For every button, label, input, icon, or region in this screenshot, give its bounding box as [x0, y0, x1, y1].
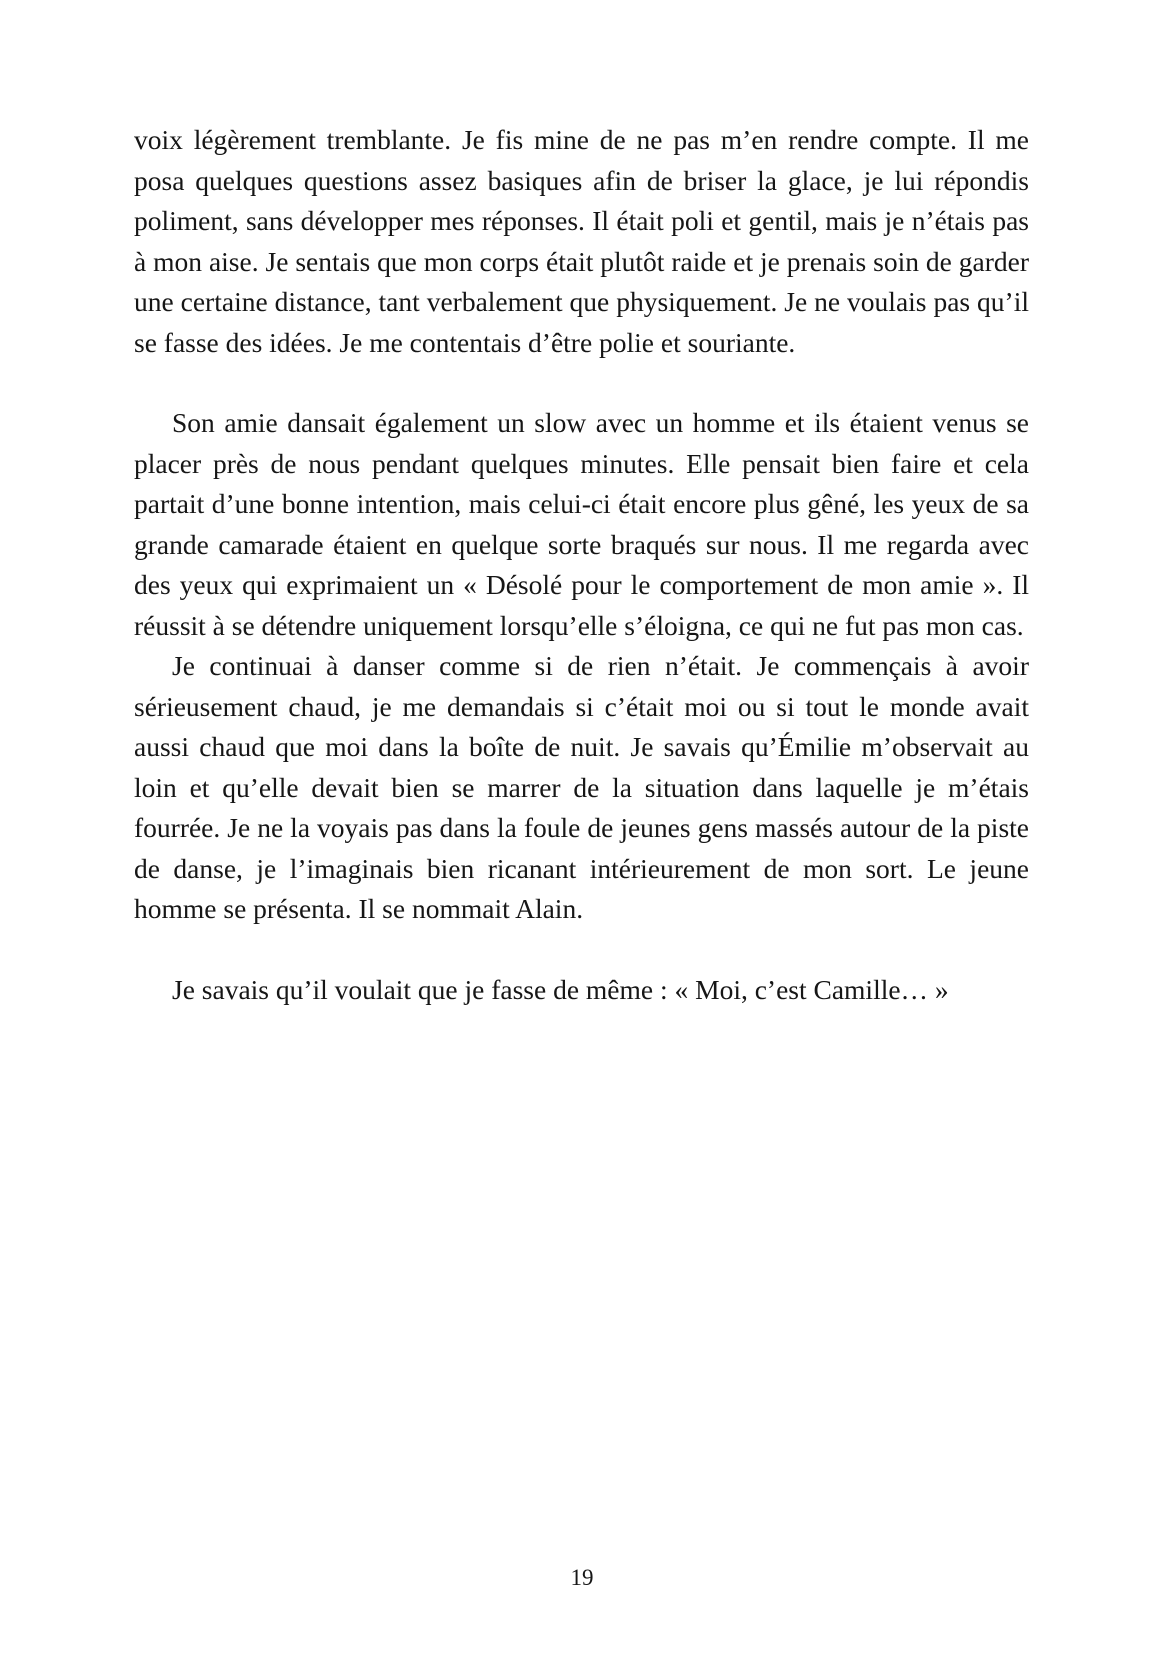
paragraph-4: Je savais qu’il voulait que je fasse de même : « Moi, c’est Camille… » [172, 973, 949, 1005]
body-text [134, 120, 1029, 1010]
paragraph-2: Son amie dansait également un slow avec un homme et ils étaient venus se placer près de nous pendant quelques minutes. Elle pensait bien faire et cela partait d’une bonne intention, mais celui-ci était encore plus gêné, les yeux de sa grande camarade étaient en quelque sorte braqués sur nous. Il me regarda avec des yeux qui exprimaient un « Désolé pour le comportement de mon amie ». Il réussit à se détendre uniquement lorsqu’elle s’éloigna, ce qui ne fut pas mon cas. [134, 407, 1029, 641]
page-number: 19 [570, 1565, 594, 1590]
paragraph-3: Je continuai à danser comme si de rien n’était. Je commençais à avoir sérieusement chaud, je me demandais si c’était moi ou si tout le monde avait aussi chaud que moi dans la boîte de nuit. Je savais qu’Émilie m’observait au loin et qu’elle devait bien se marrer de la situation dans laquelle je m’étais fourrée. Je ne la voyais pas dans la foule de jeunes gens massés autour de la piste de danse, je l’imaginais bien ricanant intérieurement de mon sort. Le jeune homme se présenta. Il se nommait Alain. [134, 650, 1029, 924]
paragraph-1: voix légèrement tremblante. Je fis mine de ne pas m’en rendre compte. Il me posa quelques questions assez basiques afin de briser la glace, je lui répondis poliment, sans développer mes réponses. Il était poli et gentil, mais je n’étais pas à mon aise. Je sentais que mon corps était plutôt raide et je prenais soin de garder une certaine distance, tant verbalement que physiquement. Je ne voulais pas qu’il se fasse des idées. Je me contentais d’être polie et souriante. [134, 124, 1029, 358]
